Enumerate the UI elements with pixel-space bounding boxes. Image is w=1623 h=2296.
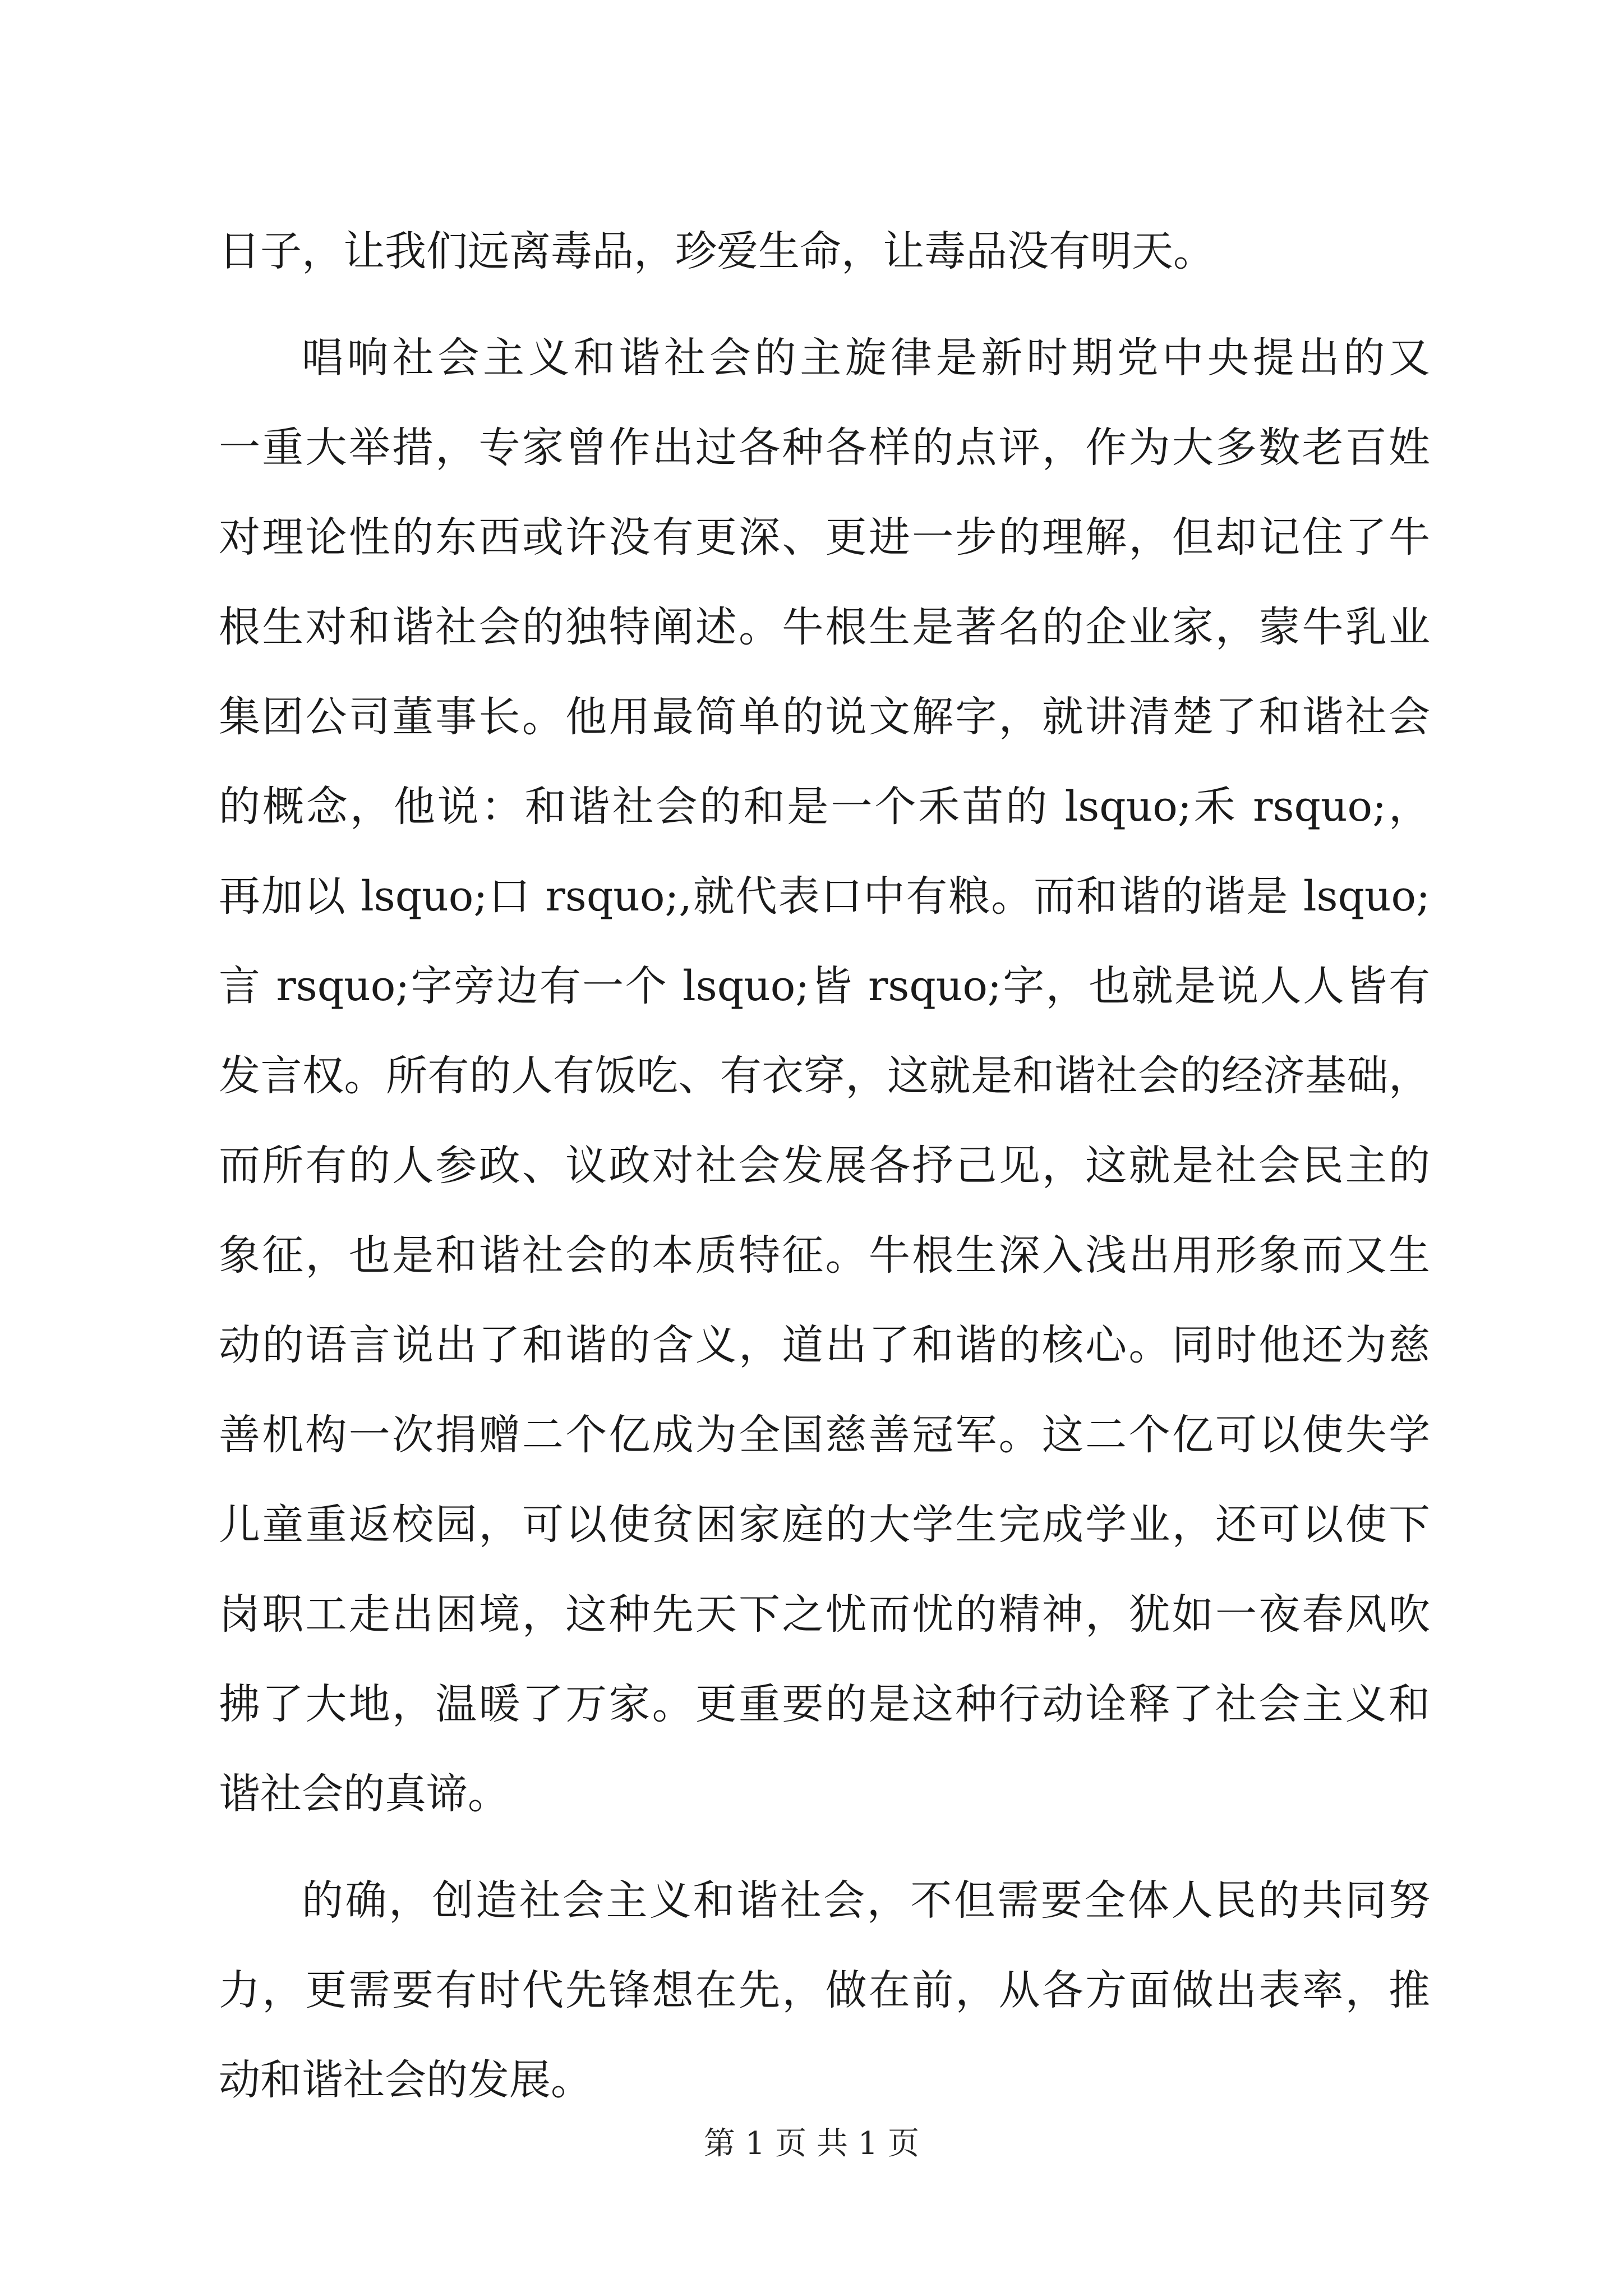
text-line: 动和谐社会的发展。	[219, 2056, 592, 2104]
paragraph-gap	[219, 296, 1430, 313]
text-line: 根生对和谐社会的独特阐述。牛根生是著名的企业家，蒙牛乳业	[219, 603, 1430, 651]
paragraph	[219, 1856, 1430, 2125]
text-line: 善机构一次捐赠二个亿成为全国慈善冠军。这二个亿可以使失学	[219, 1411, 1430, 1459]
text-line: 对理论性的东西或许没有更深、更进一步的理解，但却记住了牛	[219, 513, 1430, 562]
page-footer: 第 1 页 共 1 页	[703, 2125, 920, 2162]
text-line: 岗职工走出困境，这种先天下之忧而忧的精神，犹如一夜春风吹	[219, 1590, 1430, 1639]
text-line: 而所有的人参政、议政对社会发展各抒己见，这就是社会民主的	[219, 1142, 1430, 1190]
text-line: 日子，让我们远离毒品，珍爱生命，让毒品没有明天。	[219, 227, 1215, 275]
paragraph	[219, 206, 1430, 296]
text-line: 一重大举措，专家曾作出过各种各样的点评，作为大多数老百姓	[219, 424, 1430, 472]
text-line: 动的语言说出了和谐的含义，道出了和谐的核心。同时他还为慈	[219, 1321, 1430, 1369]
text-line: 力，更需要有时代先锋想在先，做在前，从各方面做出表率，推	[219, 1966, 1430, 2014]
text-line: 集团公司董事长。他用最简单的说文解字，就讲清楚了和谐社会	[219, 693, 1430, 741]
text-line: 言 rsquo;字旁边有一个 lsquo;皆 rsquo;字，也就是说人人皆有	[219, 962, 1430, 1010]
text-line: 儿童重返校园，可以使贫困家庭的大学生完成学业，还可以使下	[219, 1501, 1430, 1549]
text-line: 唱响社会主义和谐社会的主旋律是新时期党中央提出的又	[302, 334, 1430, 382]
paragraph	[219, 313, 1430, 1839]
text-line: 象征，也是和谐社会的本质特征。牛根生深入浅出用形象而又生	[219, 1231, 1430, 1280]
text-line: 的确，创造社会主义和谐社会，不但需要全体人民的共同努	[302, 1876, 1430, 1925]
text-line: 再加以 lsquo;口 rsquo;,就代表口中有粮。而和谐的谐是 lsquo;	[219, 872, 1430, 921]
text-line: 的概念，他说：和谐社会的和是一个禾苗的 lsquo;禾 rsquo;，	[219, 783, 1430, 831]
body-text	[219, 206, 1430, 2125]
text-line: 拂了大地，温暖了万家。更重要的是这种行动诠释了社会主义和	[219, 1680, 1430, 1728]
text-line: 发言权。所有的人有饭吃、有衣穿，这就是和谐社会的经济基础，	[219, 1052, 1430, 1100]
text-line: 谐社会的真谛。	[219, 1770, 509, 1818]
paragraph-gap	[219, 1839, 1430, 1856]
